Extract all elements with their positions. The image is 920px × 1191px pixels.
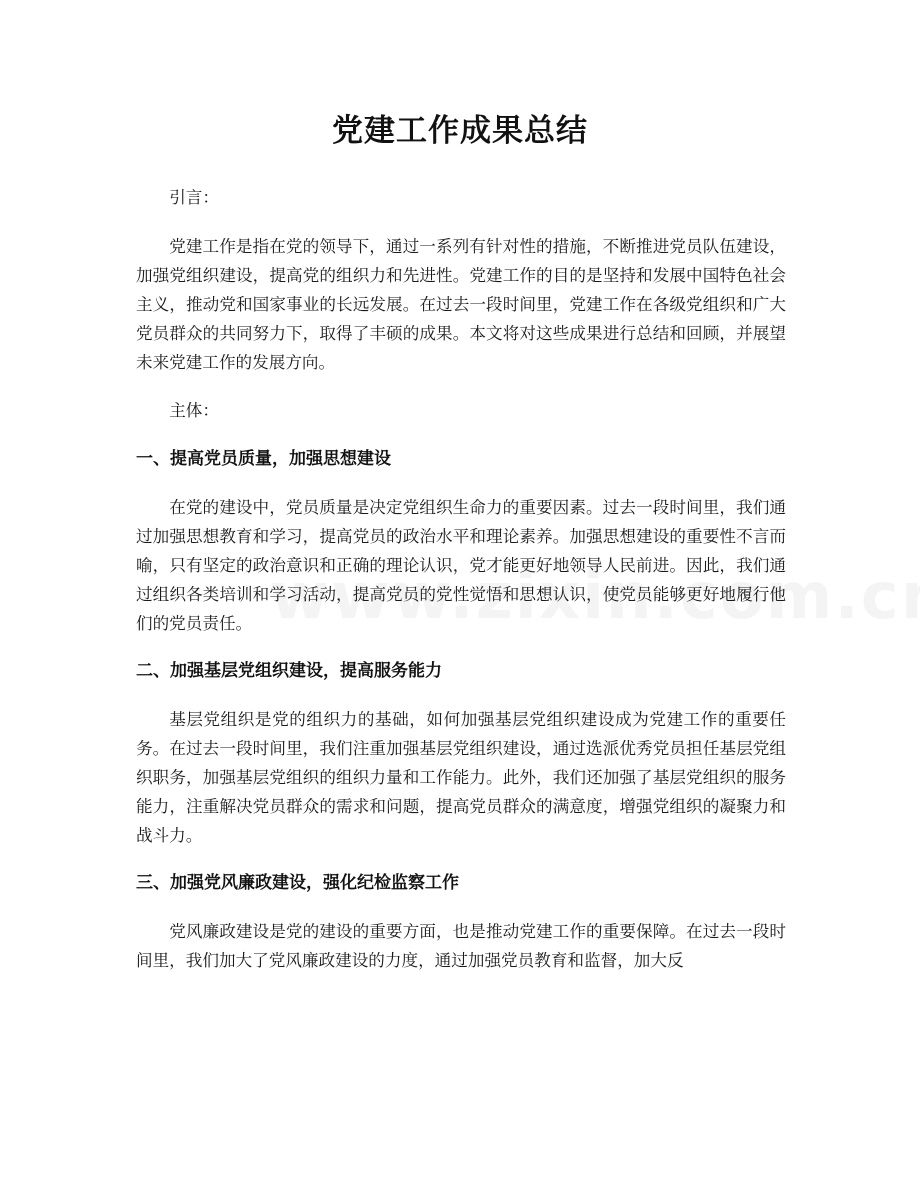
section-paragraph-2: 基层党组织是党的组织力的基础，如何加强基层党组织建设成为党建工作的重要任务。在过去一段时间里，我们注重加强基层党组织建设，通过选派优秀党员担任基层党组织职务，加强基层党组织的组织力量和工作能力。此外，我们还加强了基层党组织的服务能力，注重解决党员群众的需求和问题，提高党员群众的满意度，增强党组织的凝聚力和战斗力。 [136, 710, 786, 845]
section-heading-2: 二、加强基层党组织建设，提高服务能力 [136, 661, 442, 681]
intro-label: 引言： [169, 188, 219, 207]
document-body [136, 183, 786, 994]
section-heading-1: 一、提高党员质量，加强思想建设 [136, 449, 391, 469]
section-heading-3: 三、加强党风廉政建设，强化纪检监察工作 [136, 873, 459, 893]
section-paragraph-1: 在党的建设中，党员质量是决定党组织生命力的重要因素。过去一段时间里，我们通过加强思想教育和学习，提高党员的政治水平和理论素养。加强思想建设的重要性不言而喻，只有坚定的政治意识和正确的理论认识，党才能更好地领导人民前进。因此，我们通过组织各类培训和学习活动，提高党员的党性觉悟和思想认识，使党员能够更好地履行他们的党员责任。 [136, 498, 786, 633]
document-title: 党建工作成果总结 [332, 113, 588, 149]
intro-paragraph: 党建工作是指在党的领导下，通过一系列有针对性的措施，不断推进党员队伍建设，加强党组织建设，提高党的组织力和先进性。党建工作的目的是坚持和发展中国特色社会主义，推动党和国家事业的长远发展。在过去一段时间里，党建工作在各级党组织和广大党员群众的共同努力下，取得了丰硕的成果。本文将对这些成果进行总结和回顾，并展望未来党建工作的发展方向。 [136, 237, 786, 372]
section-paragraph-3: 党风廉政建设是党的建设的重要方面，也是推动党建工作的重要保障。在过去一段时间里，我们加大了党风廉政建设的力度，通过加强党员教育和监督，加大反 [136, 922, 786, 970]
main-label: 主体： [169, 401, 219, 420]
